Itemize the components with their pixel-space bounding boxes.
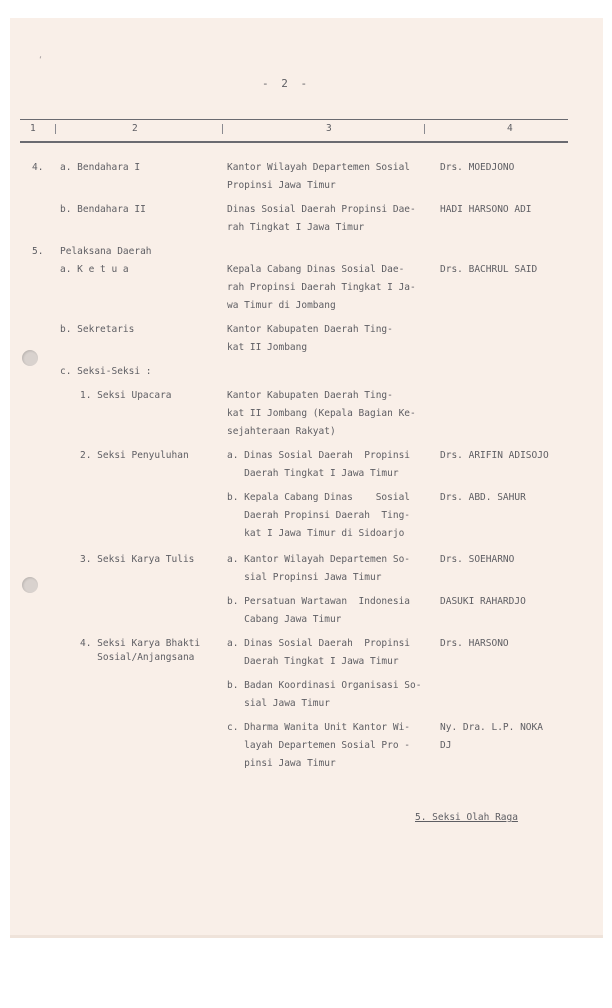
office-line: Daerah Tingkat I Jawa Timur [227, 656, 399, 667]
row-label: b. Sekretaris [60, 324, 135, 335]
column-divider [424, 124, 425, 134]
office-line: b. Badan Koordinasi Organisasi So- [227, 680, 422, 691]
office-line: Kantor Kabupaten Daerah Ting- [227, 324, 393, 335]
row-label: c. Seksi-Seksi : [60, 366, 152, 377]
row-label: 1. Seksi Upacara [80, 390, 172, 401]
office-line: Kepala Cabang Dinas Sosial Dae- [227, 264, 405, 275]
person-name: DASUKI RAHARDJO [440, 596, 526, 607]
office-line: a. Dinas Sosial Daerah Propinsi [227, 450, 411, 461]
row-label: b. Bendahara II [60, 204, 146, 215]
office-line: Kantor Wilayah Departemen Sosial [227, 162, 411, 173]
person-name: Ny. Dra. L.P. NOKA [440, 722, 543, 733]
office-line: rah Tingkat I Jawa Timur [227, 222, 365, 233]
column-header-1: 1 [30, 123, 36, 134]
office-line: b. Persatuan Wartawan Indonesia [227, 596, 411, 607]
column-header-3: 3 [326, 123, 332, 134]
row-label: a. K e t u a [60, 264, 129, 275]
person-name: Drs. ABD. SAHUR [440, 492, 526, 503]
office-line: layah Departemen Sosial Pro - [227, 740, 411, 751]
office-line: kat I Jawa Timur di Sidoarjo [227, 528, 405, 539]
person-name: HADI HARSONO ADI [440, 204, 532, 215]
office-line: c. Dharma Wanita Unit Kantor Wi- [227, 722, 411, 733]
office-line: sial Jawa Timur [227, 698, 330, 709]
office-line: Kantor Kabupaten Daerah Ting- [227, 390, 393, 401]
office-line: a. Dinas Sosial Daerah Propinsi [227, 638, 411, 649]
page-number: - 2 - [262, 77, 311, 90]
office-line: Daerah Propinsi Daerah Ting- [227, 510, 411, 521]
scan-mark: ‘ [38, 55, 43, 64]
table-header-rule [20, 141, 568, 143]
row-number: 4. [32, 162, 44, 173]
person-name: Drs. HARSONO [440, 638, 509, 649]
office-line: Propinsi Jawa Timur [227, 180, 336, 191]
person-name: Drs. MOEDJONO [440, 162, 515, 173]
punch-hole-icon [22, 577, 38, 593]
office-line: Daerah Tingkat I Jawa Timur [227, 468, 399, 479]
person-name: Drs. BACHRUL SAID [440, 264, 538, 275]
row-label: Sosial/Anjangsana [80, 652, 195, 663]
office-line: wa Timur di Jombang [227, 300, 336, 311]
office-line: b. Kepala Cabang Dinas Sosial [227, 492, 411, 503]
page-shadow [10, 935, 603, 938]
office-line: sial Propinsi Jawa Timur [227, 572, 382, 583]
column-divider [55, 124, 56, 134]
person-name: DJ [440, 740, 452, 751]
column-header-2: 2 [132, 123, 138, 134]
row-label: a. Bendahara I [60, 162, 141, 173]
office-line: pinsi Jawa Timur [227, 758, 336, 769]
office-line: Dinas Sosial Daerah Propinsi Dae- [227, 204, 416, 215]
punch-hole-icon [22, 350, 38, 366]
office-line: kat II Jombang [227, 342, 308, 353]
person-name: Drs. SOEHARNO [440, 554, 515, 565]
column-header-4: 4 [507, 123, 513, 134]
row-number: 5. [32, 246, 44, 257]
office-line: a. Kantor Wilayah Departemen So- [227, 554, 411, 565]
row-label: 4. Seksi Karya Bhakti [80, 638, 201, 649]
table-top-rule [20, 119, 568, 120]
person-name: Drs. ARIFIN ADISOJO [440, 450, 549, 461]
row-label: 2. Seksi Penyuluhan [80, 450, 189, 461]
office-line: sejahteraan Rakyat) [227, 426, 336, 437]
row-label: Pelaksana Daerah [60, 246, 152, 257]
continuation-note: 5. Seksi Olah Raga [415, 812, 518, 823]
column-divider [222, 124, 223, 134]
office-line: rah Propinsi Daerah Tingkat I Ja- [227, 282, 416, 293]
office-line: Cabang Jawa Timur [227, 614, 342, 625]
row-label: 3. Seksi Karya Tulis [80, 554, 195, 565]
office-line: kat II Jombang (Kepala Bagian Ke- [227, 408, 416, 419]
